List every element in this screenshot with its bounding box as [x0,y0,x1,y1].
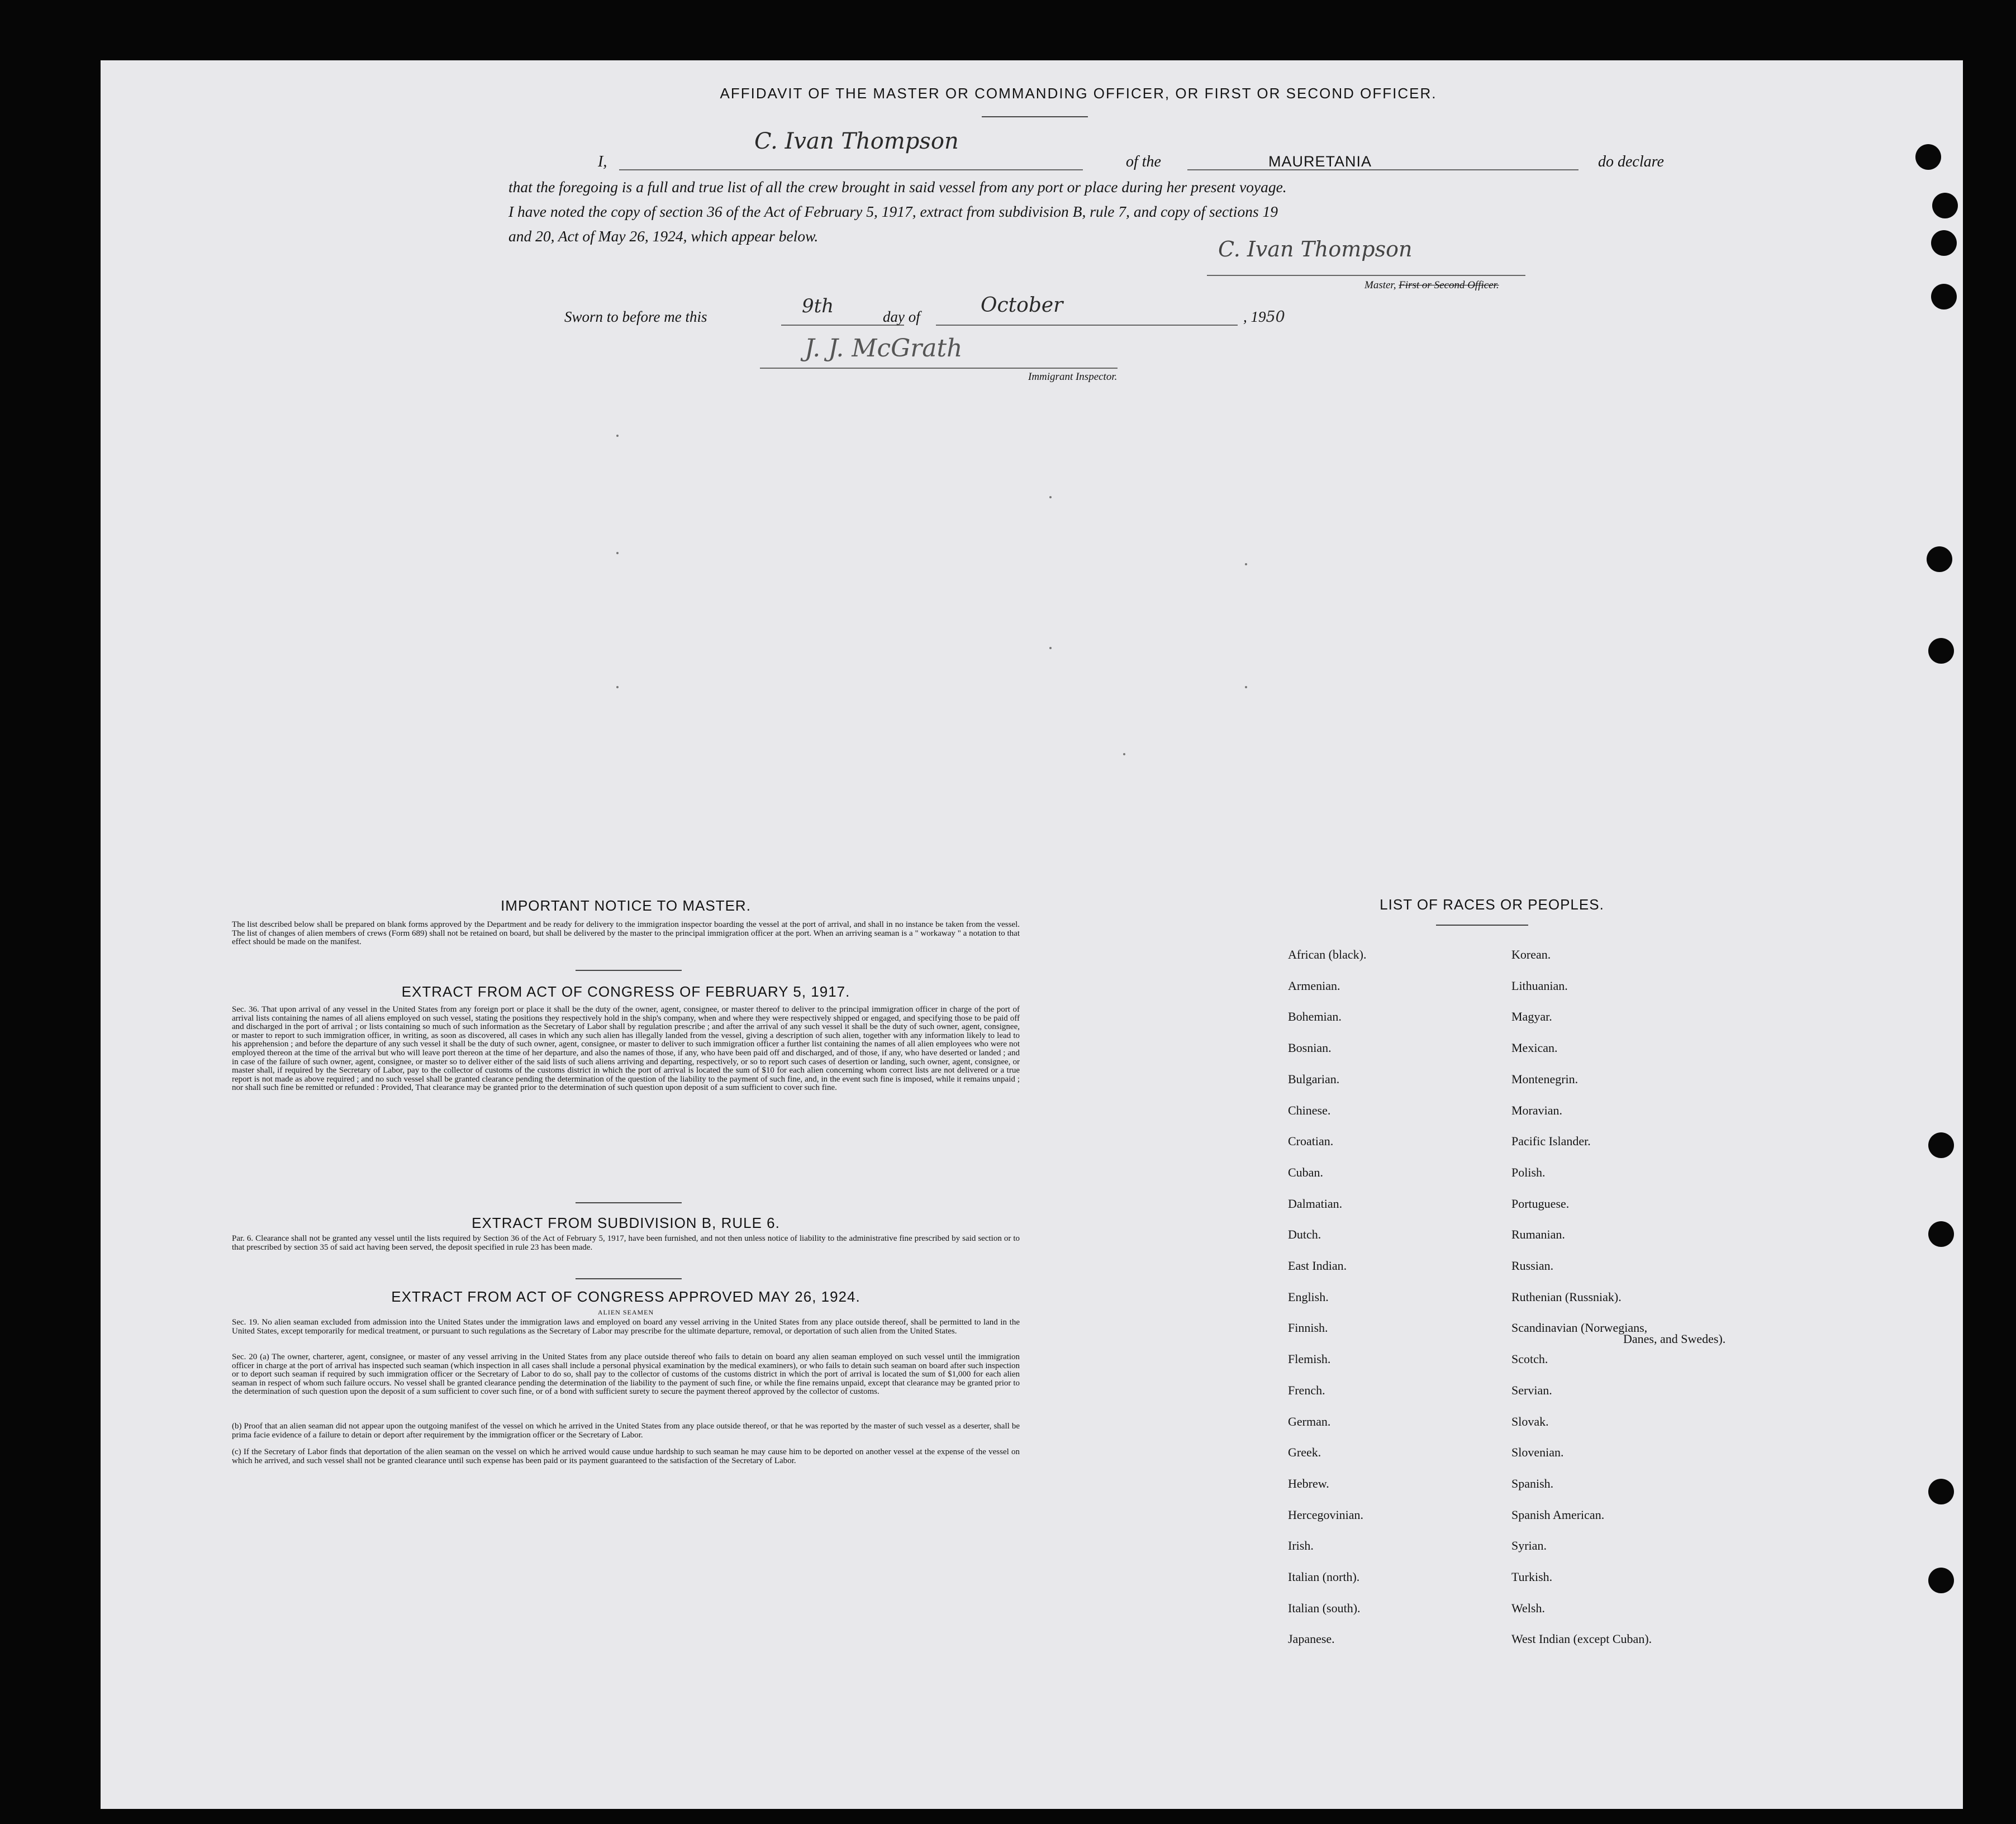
master-signature-line [1207,275,1525,276]
column-dot [1049,496,1052,498]
punch-hole [1931,284,1957,309]
race-item: Lithuanian. [1511,978,1568,993]
affidavit-body-line3: and 20, Act of May 26, 1924, which appear below. [508,227,819,245]
title-underline [982,116,1088,117]
race-item: Bulgarian. [1288,1071,1340,1086]
extract1924-subtitle: ALIEN SEAMEN [597,1308,654,1316]
master-name-line [619,169,1083,170]
column-dot [616,552,619,554]
column-dot [616,435,619,437]
master-title-prefix: Master, [1364,279,1396,291]
do-declare-label: do declare [1598,153,1664,170]
column-dot [1049,647,1052,649]
race-item: Syrian. [1511,1539,1547,1553]
sworn-year: , 1950 [1243,308,1285,326]
punch-hole [1931,230,1957,256]
race-item: Spanish. [1511,1476,1554,1490]
race-item: English. [1288,1289,1329,1304]
race-item: African (black). [1288,947,1367,961]
race-item: Servian. [1511,1383,1552,1397]
struck-title: First or Second Officer. [1399,279,1499,291]
races-underline [1436,925,1528,926]
sworn-month: October [981,294,1063,317]
extract1917-divider [576,1202,682,1203]
extract1917-body: Sec. 36. That upon arrival of any vessel in the United States from any foreign port or place it shall be the duty of the owner, agent, consignee, or master thereof to deliver to the principal immigration officer in charge of the port of arrival lists containing the names of all aliens employed on such vessel, stating the positions they respectively hold in the ship's company, when and where they were respectively shipped or engaged, and specifying those to be paid off and discharged in the port of arrival ; or lists containing so much of such information as the Secretary of Labor shall by regulation prescribe ; and after the arrival of any such vessel it shall be the duty of such owner, agent, consignee, or master to report to such immigration officer, in writing, as soon as discovered, all cases in which any such alien has illegally landed from the vessel, giving a description of such alien, together with any information likely to lead to his apprehension ; and before the departure of any such vessel it shall be the duty of such owner, agent, consignee, or master to deliver to such immigration officer a further list containing the names of all alien employees who were not employed thereon at the time of the arrival but who will leave port thereon at the time of her departure, and also the names of those, if any, who have been paid off and discharged, and of those, if any, who have deserted or landed ; and in case of the failure of such owner, agent, consignee, or master so to deliver either of the said lists of such aliens arriving and departing, respectively, or so to report such cases of desertion or landing, such owner, agent, consignee, or master shall, if required by the Secretary of Labor, pay to the collector of customs of the customs district in which the port of arrival is located the sum of $10 for each alien concerning whom correct lists are not delivered or a true report is not made as above required ; and no such vessel shall be granted clearance pending the determination of the question of the liability to the payment of such fine, and, in the event such fine is imposed, while it remains unpaid ; nor shall such fine be remitted or refunded : Provided, That clearance may be granted prior to the determination of such question upon deposit of a sum sufficient to cover such fine. [232,1005,1020,1093]
race-item: Italian (south). [1288,1601,1361,1615]
race-item: Korean. [1511,947,1551,961]
race-item: Flemish. [1288,1352,1331,1366]
race-item: Dutch. [1288,1227,1321,1242]
year-suffix: 50 [1266,308,1285,326]
affidavit-body-line2: I have noted the copy of section 36 of the Act of February 5, 1917, extract from subdivision B, rule 7, and copy of sections 19 [508,203,1278,220]
notice-title: IMPORTANT NOTICE TO MASTER. [501,897,751,914]
vessel-line [1187,169,1578,170]
master-name-signature: C. Ivan Thompson [754,128,959,154]
race-item: Finnish. [1288,1321,1328,1335]
master-signature: C. Ivan Thompson [1218,237,1413,261]
race-item: Scandinavian (Norwegians, [1511,1321,1648,1335]
race-item: French. [1288,1383,1325,1397]
subdivision-divider [576,1278,682,1279]
extract1924-sec20b: (b) Proof that an alien seaman did not appear upon the outgoing manifest of the vessel on which he arrived in the United States from any place outside thereof, or that he was reported by the master of such vessel as a deserter, shall be prima facie evidence of a failure to detain or deport after requirement by the immigration officer or the Secretary of Labor. [232,1422,1020,1440]
extract1924-sec19: Sec. 19. No alien seaman excluded from admission into the United States under the immigration laws and employed on board any vessel arriving in the United States from any place outside thereof, shall be permitted to land in the United States, except temporarily for medical treatment, or pursuant to such regulations as the Secretary of Labor may prescribe for the ultimate departure, removal, or deportation of such alien from the United States. [232,1318,1020,1336]
notice-divider [576,970,682,971]
race-item: Armenian. [1288,978,1340,993]
punch-hole [1927,546,1952,572]
race-item: Turkish. [1511,1570,1553,1584]
master-title [1364,279,1499,292]
race-item: Hercegovinian. [1288,1507,1363,1522]
sworn-label: Sworn to before me this [564,308,707,325]
punch-hole [1928,1568,1954,1593]
races-title: LIST OF RACES OR PEOPLES. [1380,896,1604,913]
race-item: German. [1288,1414,1331,1428]
race-item: Ruthenian (Russniak). [1511,1289,1622,1304]
sworn-day: 9th [802,295,834,317]
race-item: Magyar. [1511,1009,1552,1024]
race-item: Japanese. [1288,1632,1335,1646]
extract1924-sec20c: (c) If the Secretary of Labor finds that deportation of the alien seaman on the vessel on which he arrived would cause undue hardship to such seaman he may cause him to be deported on another vessel at the expense of the vessel on which he arrived, and such vessel shall not be granted clearance until such expense has been paid or its payment guaranteed to the satisfaction of the Secretary of Labor. [232,1447,1020,1465]
race-item: Greek. [1288,1445,1321,1460]
races-right-continuation: Danes, and Swedes). [1623,1332,1726,1346]
race-item: Italian (north). [1288,1570,1360,1584]
affidavit-body-line1: that the foregoing is a full and true list of all the crew brought in said vessel from any port or place during her present voyage. [508,178,1287,196]
vessel-name: MAURETANIA [1268,153,1372,170]
race-item: Welsh. [1511,1601,1545,1615]
punch-hole [1928,1221,1954,1247]
race-item: Slovak. [1511,1414,1549,1428]
race-item: Scotch. [1511,1352,1548,1366]
race-item: Bohemian. [1288,1009,1342,1024]
extract1924-title: EXTRACT FROM ACT OF CONGRESS APPROVED MAY 26, 1924. [391,1288,860,1305]
race-item: West Indian (except Cuban). [1511,1632,1652,1646]
year-prefix: 19 [1251,308,1266,325]
race-item: Cuban. [1288,1165,1323,1179]
race-item: Irish. [1288,1539,1314,1553]
race-item: Croatian. [1288,1134,1334,1149]
race-item: Montenegrin. [1511,1071,1578,1086]
race-item: Russian. [1511,1259,1554,1273]
race-item: Polish. [1511,1165,1546,1179]
of-the-label: of the [1126,153,1161,170]
race-item: Chinese. [1288,1103,1331,1117]
extract1917-title: EXTRACT FROM ACT OF CONGRESS OF FEBRUARY 5, 1917. [401,983,850,1000]
subdivision-title: EXTRACT FROM SUBDIVISION B, RULE 6. [472,1215,780,1231]
sworn-month-line [936,325,1238,326]
affidavit-title: AFFIDAVIT OF THE MASTER OR COMMANDING OFFICER, OR FIRST OR SECOND OFFICER. [720,85,1437,102]
race-item: Slovenian. [1511,1445,1564,1460]
race-item: East Indian. [1288,1259,1347,1273]
race-item: Bosnian. [1288,1041,1332,1055]
extract1924-sec20a: Sec. 20 (a) The owner, charterer, agent, consignee, or master of any vessel arriving in the United States from any place outside thereof who fails to detain on board any alien seaman employed on such vessel until the immigration officer in charge at the port of arrival has inspected such seaman (which inspection in all cases shall include a personal physical examination by the medical examiners), or who fails to detain such seaman on board after such inspection or to deport such seaman if required by such immigration officer or the Secretary of Labor to do so, shall pay to the collector of customs of the customs district in which the port of arrival is located the sum of $1,000 for each alien seaman in respect of whom such failure occurs. No vessel shall be granted clearance pending the determination of the liability to the payment of such fine, or while the fine remains unpaid, except that clearance may be granted prior to the determination of such question upon the deposit of a sum sufficient to cover such fine, or of a bond with sufficient surety to secure the payment thereof approved by the collector of customs. [232,1352,1020,1397]
column-dot [1245,563,1247,565]
race-item: Hebrew. [1288,1476,1329,1490]
document-page [101,60,1963,1809]
inspector-signature: J. J. McGrath [805,334,963,363]
race-item: Spanish American. [1511,1507,1605,1522]
race-item: Moravian. [1511,1103,1563,1117]
inspector-label: Immigrant Inspector. [1028,371,1118,383]
notice-body: The list described below shall be prepared on blank forms approved by the Department and be ready for delivery to the immigration inspector boarding the vessel at the port of arrival, and shall in no instance be taken from the vessel. The list of changes of alien members of crews (Form 689) shall not be retained on board, but shall be delivered by the master to the principal immigration officer at the port. When an arriving seaman is a " workaway " a notation to that effect should be made on the manifest. [232,920,1020,947]
subdivision-body: Par. 6. Clearance shall not be granted any vessel until the lists required by Section 36 of the Act of February 5, 1917, have been furnished, and not then unless notice of liability to the administrative fine prescribed by said section or to that prescribed by section 35 of said act having been served, the deposit specified in rule 23 has been made. [232,1234,1020,1252]
punch-hole [1928,638,1954,664]
race-item: Portuguese. [1511,1196,1570,1211]
race-item: Rumanian. [1511,1227,1565,1242]
punch-hole [1915,144,1941,170]
punch-hole [1932,193,1958,218]
race-item: Pacific Islander. [1511,1134,1591,1149]
inspector-line [760,368,1118,369]
i-label: I, [598,153,607,170]
column-dot [1245,686,1247,688]
race-item: Mexican. [1511,1041,1558,1055]
column-dot [616,686,619,688]
punch-hole [1928,1479,1954,1504]
punch-hole [1928,1132,1954,1158]
column-dot [1123,753,1125,755]
race-item: Dalmatian. [1288,1196,1343,1211]
day-of-label: day of [883,308,920,325]
